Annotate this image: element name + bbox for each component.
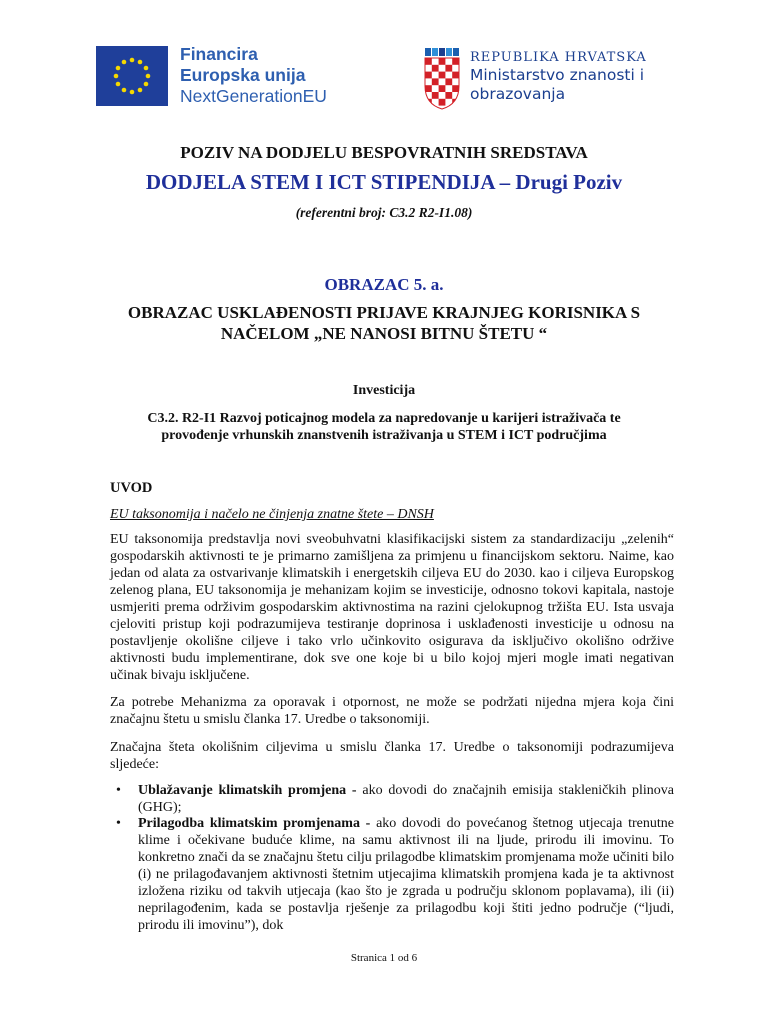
section-heading: UVOD — [110, 480, 153, 496]
paragraph-mechanism: Za potrebe Mehanizma za oporavak i otpornost, ne može se podržati nijedna mjera koja čini značajnu štetu u smislu članka 17. Uredbe o taksonomiji. — [110, 695, 674, 727]
form-number: OBRAZAC 5. a. — [324, 275, 444, 294]
bullet-term: Ublažavanje klimatskih promjena - — [138, 783, 357, 798]
page-header — [0, 40, 768, 110]
form-title-line-1: OBRAZAC USKLAĐENOSTI PRIJAVE KRAJNJEG KORISNIKA S — [127, 303, 641, 322]
paragraph-significant-harm: Značajna šteta okolišnim ciljevima u smislu članka 17. Uredbe o taksonomiji podrazumijeva sljedeće: — [110, 740, 674, 772]
eu-text-line-2: Europska unija — [180, 65, 306, 85]
paragraph-taxonomy: EU taksonomija predstavlja novi sveobuhvatni klasifikacijski sistem za standardizaciju „zelenih“ gospodarskih aktivnosti te je primarno zamišljena za primjenu u financijskom sektoru. Naime, kao jedan od alata za ostvarivanje klimatskih i energetskih ciljeva EU do 2030. kao i ciljeva Europskog zelenog plana, EU taksonomija je mehanizam kojim se investicije, odnosno tokovi kapitala, nastoje usmjeriti prema održivim gospodarskim aktivnostima na razini cjelokupnog tržišta EU. Ista usvaja cjeloviti pristup koji podrazumijeva testiranje doprinosa i usklađenosti investicije u odnosu na postavljenje okolišne ciljeve i tako vrlo učinkovito osigurava da isključivo okolišno održive aktivnosti budu implementirane, dok sve one koje bi u bilo kojoj mjeri mogle imati negativan učinak bivaju isključene. — [110, 532, 674, 683]
section-subheading: EU taksonomija i načelo ne činjenja znatne štete – DNSH — [110, 507, 434, 522]
eu-text-line-1: Financira — [180, 44, 258, 64]
bullet-description: ako dovodi do značajnih emisija stakleničkih plinova (GHG); — [138, 783, 674, 815]
call-subtitle: DODJELA STEM I ICT STIPENDIJA – Drugi Poziv — [145, 170, 623, 194]
bullet-term: Prilagodba klimatskim promjenama - — [138, 816, 371, 831]
eu-text-line-3: NextGenerationEU — [180, 86, 327, 106]
page-number: Stranica 1 od 6 — [350, 952, 418, 964]
eu-flag-logo — [96, 46, 168, 106]
investment-title-line-1: C3.2. R2-I1 Razvoj poticajnog modela za napredovanje u karijeri istraživača te — [147, 411, 621, 426]
call-title: POZIV NA DODJELU BESPOVRATNIH SREDSTAVA — [180, 143, 588, 162]
bullet-item — [110, 782, 674, 816]
bullet-text — [138, 815, 674, 934]
reference-number: (referentni broj: C3.2 R2-I1.08) — [295, 205, 473, 220]
bullet-description: ako dovodi do povećanog štetnog utjecaja trenutne klime i očekivane buduće klime, na samu aktivnost ili na ljude, prirodu ili imovinu. To konkretno znači da se značajnu štetu cilju prilagodbe klimatskim promjenama može učiniti bilo (i) ne prilagođavanjem aktivnosti štetnim utjecajima klimatskih promjena kada je ta aktivnost izložena riziku od takvih utjecaja (kao što je zgrada u području sklonom poplavama), ili (ii) neprilagođenim, kada se postavlja rješenje za prilagodbu koji štiti jedno područje (“ljudi, prirodu ili imovinu”), dok — [138, 816, 674, 933]
form-title-line-2: NAČELOM „NE NANOSI BITNU ŠTETU “ — [220, 324, 548, 343]
republic-name: REPUBLIKA HRVATSKA — [470, 50, 647, 65]
bullet-text — [138, 782, 674, 816]
ministry-line-1: Ministarstvo znanosti i — [470, 66, 645, 84]
bullet-icon: • — [116, 783, 121, 798]
investment-title-line-2: provođenje vrhunskih znanstvenih istraživanja u STEM i ICT područjima — [161, 428, 607, 443]
bullet-item — [110, 815, 674, 934]
bullet-icon: • — [116, 816, 121, 831]
ministry-label — [470, 50, 647, 104]
investment-label: Investicija — [352, 383, 416, 398]
croatian-coat-of-arms-logo — [423, 48, 461, 110]
investment-title — [0, 410, 768, 444]
form-title — [0, 302, 768, 344]
eu-funding-label — [180, 44, 327, 107]
ministry-line-2: obrazovanja — [470, 85, 566, 103]
